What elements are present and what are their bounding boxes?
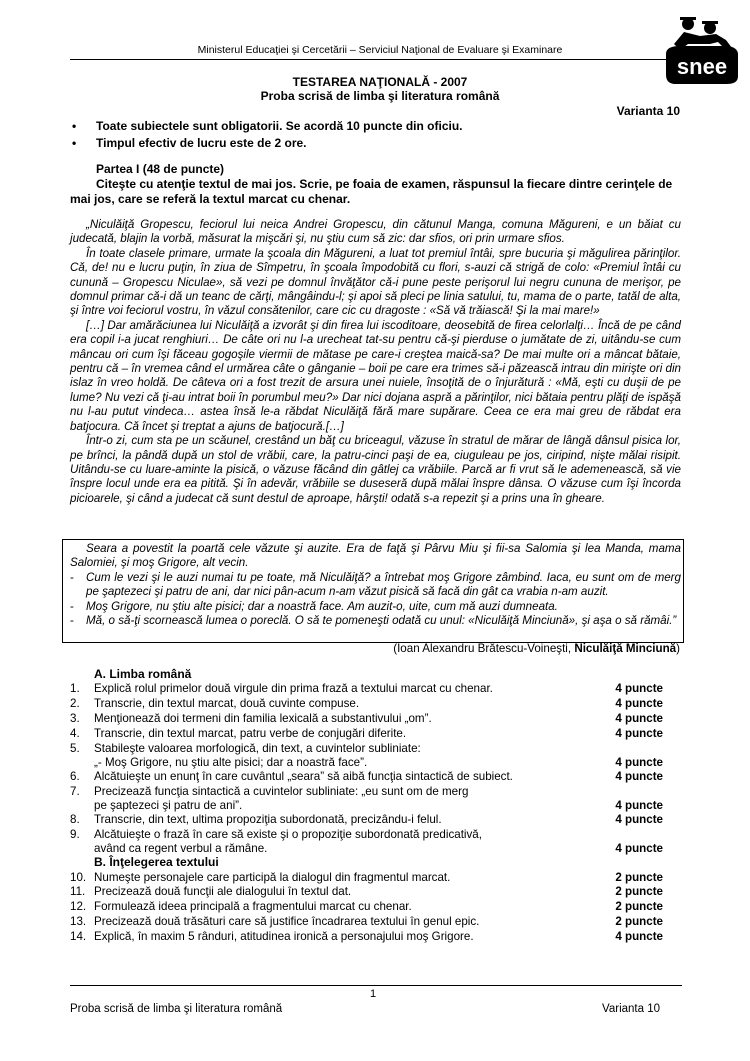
exam-title: TESTAREA NAŢIONALĂ - 2007 — [292, 75, 468, 89]
question-text: Explică, în maxim 5 rânduri, atitudinea ironică a personajului moş Grigore. — [94, 930, 474, 943]
footer-divider — [70, 985, 682, 986]
question-points: 4 puncte — [615, 799, 663, 812]
section-b-heading: B. Înţelegerea textului — [94, 855, 219, 869]
question-text: Transcrie, din textul marcat, două cuvinte compuse. — [94, 697, 360, 710]
dialogue-line: - Mă, o să-ţi scornească lumea o poreclă. O să te pomeneşti odată cu unul: «Niculăiţă Minciună», şi aşa o să rămâi.” — [70, 614, 681, 628]
question-points: 2 puncte — [615, 900, 663, 913]
question-text: Transcrie, din text, ultima propoziţia subordonată, precizându-i felul. — [94, 813, 442, 826]
question-points: 2 puncte — [615, 885, 663, 898]
question-points: 2 puncte — [615, 915, 663, 928]
part-header — [70, 162, 690, 207]
text-paragraph: […] Dar amărăciunea lui Niculăiţă a izvorât şi din firea lui iscoditoare, deosebită de firea celorlalţi… Încă de pe când era copil i-a jucat renghiuri… De câte ori nu l-a urecheat tat-su pentru că-şi pierduse o jumătate de zi, uitându-se cum mâncau ori cum îşi făceau gogoşile viermii de mătase pe care-i creştea maică-sa? De mai multe ori a mâncat bătaie, pentru că – în vremea când el urmărea câte o gânganie – boii pe care era trimes să-i păzească intrau din mirişte ori din islaz în vreo holdă. De câteva ori a fost trezit de arsura unei nuiele, însoţită de o înjurătură : «Mă, eşti cu duşii de pe lume? Nu vezi că ţi-au intrat boii în porumbul meu?» Dar nici dojana aspră a părinţilor, nici bătaia pentru plăţi de ispăşă nu l-au putut vindeca… astea însă le-a răbdat Niculăiţă fără mare supărare. Ceea ce era mai greu de răbdat era batjocura. Că încet şi treptat a ajuns de batjocură.[…] — [70, 318, 681, 433]
question-text: Precizează funcţia sintactică a cuvintelor subliniate: „eu sunt om de merg — [94, 785, 469, 798]
dialogue-line: - Moş Grigore, nu ştiu alte pisici; dar a noastră face. Am auzit-o, uite, cum mă auzi dumneata. — [70, 600, 681, 614]
exam-subtitle: Proba scrisă de limba şi literatura română — [260, 89, 500, 103]
question-text-line2: având ca regent verbul a rămâne. — [94, 842, 268, 855]
question-points: 4 puncte — [615, 813, 663, 826]
part-heading: Partea I (48 de puncte) — [96, 162, 225, 176]
text-paragraph: În toate clasele primare, urmate la şcoala din Măgureni, a luat tot premiul întâi, spre bucuria şi măgulirea părinţilor. Că, de! nu e lucru puţin, în ziua de Sîmpetru, în şcoala împodobită cu flori, s-auzi că strigă de colo: «Premiul întâi cu cunună – Gropescu Niculae», să vezi pe domnul învăţător că-i pune peste perişorul lui negru cununa de merişor, pe domnul primar că-i dă un teanc de cărţi, mângâindu-l; şi apoi să pleci pe linia satului, tu, mama de o parte, tatăl de alta, şi între voi feciorul vostru, în văzul consătenilor, care cic cu dragoste : «Să vă trăiască! Şi la mai mare!» — [70, 246, 681, 318]
source-work: Niculăiţă Minciună — [574, 642, 677, 655]
question-number: 2. — [70, 697, 80, 710]
header-divider — [70, 59, 690, 60]
question-text: Precizează două trăsături care să justifice încadrarea textului în genul epic. — [94, 915, 480, 928]
question-points: 4 puncte — [615, 842, 663, 855]
question-text: Formulează ideea principală a fragmentului marcat cu chenar. — [94, 900, 412, 913]
question-number: 6. — [70, 770, 80, 783]
section-a-heading: A. Limba română — [94, 667, 192, 681]
question-text: Menţionează doi termeni din familia lexicală a substantivului „om”. — [94, 712, 432, 725]
question-number: 5. — [70, 742, 80, 755]
question-number: 10. — [70, 871, 87, 884]
literary-text — [70, 218, 681, 506]
question-points: 4 puncte — [615, 712, 663, 725]
ministry-header: Ministerul Educaţiei şi Cercetării – Serviciul Naţional de Evaluare şi Examinare — [197, 44, 563, 56]
question-points: 4 puncte — [615, 770, 663, 783]
instruction-item: • Toate subiectele sunt obligatorii. Se acordă 10 puncte din oficiu. — [70, 118, 690, 135]
instructions-list — [70, 118, 690, 152]
question-number: 9. — [70, 828, 80, 841]
question-points: 4 puncte — [615, 697, 663, 710]
text-paragraph: „Niculăiţă Gropescu, feciorul lui neica Andrei Gropescu, din cătunul Manga, comuna Măgureni, e un băiat cu judecată, blajin la vorbă, măsurat la mişcări şi, nu ştiu cum să zic: dar sfios, ori prin urmare sfios. — [70, 218, 681, 246]
question-number: 14. — [70, 930, 87, 943]
question-number: 3. — [70, 712, 80, 725]
part-task: Citeşte cu atenţie textul de mai jos. Scrie, pe foaia de examen, răspunsul la fiecare dintre cerinţele de mai jos, care se referă la textul marcat cu chenar. — [70, 177, 673, 206]
footer-title: Proba scrisă de limba şi literatura română — [70, 1003, 283, 1015]
marked-text — [70, 542, 681, 628]
question-number: 12. — [70, 900, 87, 913]
question-number: 8. — [70, 813, 80, 826]
variant-label: Varianta 10 — [616, 104, 680, 118]
text-source — [393, 642, 680, 655]
question-number: 4. — [70, 727, 80, 740]
instruction-item: • Timpul efectiv de lucru este de 2 ore. — [70, 135, 690, 152]
question-points: 4 puncte — [615, 682, 663, 695]
footer-variant: Varianta 10 — [602, 1003, 660, 1015]
question-text: Precizează două funcţii ale dialogului în textul dat. — [94, 885, 352, 898]
question-number: 13. — [70, 915, 87, 928]
logo-text: snee — [676, 54, 728, 79]
source-close: ) — [676, 642, 680, 655]
page-number: 1 — [370, 988, 377, 1000]
question-points: 2 puncte — [615, 871, 663, 884]
question-text: Alcătuieşte o frază în care să existe şi o propoziţie subordonată predicativă, — [94, 828, 482, 841]
question-points: 4 puncte — [615, 727, 663, 740]
question-number: 7. — [70, 785, 80, 798]
question-points: 4 puncte — [615, 930, 663, 943]
text-paragraph: Într-o zi, cum sta pe un scăunel, crestând un băţ cu briceagul, văzuse în stratul de mărar de lângă dânsul pisica lor, pe brînci, la pândă după un stol de vrăbii, care, la patru-cinci paşi de ea, ciuguleau pe jos, ciripind, nişte mălai risipit. Uitându-se cu luare-aminte la pisică, o văzuse făcând din gâtlej ca vrăbiile. Parcă ar fi vrut să le ademenească, să vie înspre locul unde era ea pitită. Şi în adevăr, vrăbiile se duseseră după mălai înspre dânsa. O văzuse cum îşi încorda picioarele, şi când a judecat că sunt destul de aproape, hârşti! odată s-a repezit şi a prins una în gheare. — [70, 434, 681, 505]
source-author: (Ioan Alexandru Brătescu-Voineşti, — [393, 642, 575, 655]
question-text: Explică rolul primelor două virgule din prima frază a textului marcat cu chenar. — [94, 682, 493, 695]
question-text-line2: pe şaptezeci şi patru de ani”. — [94, 799, 243, 812]
question-points: 4 puncte — [615, 756, 663, 769]
question-text: Transcrie, din textul marcat, patru verbe de conjugări diferite. — [94, 727, 407, 740]
question-text-line2: „- Moş Grigore, nu ştiu alte pisici; dar a noastră face”. — [94, 756, 368, 769]
marked-intro: Seara a povestit la poartă cele văzute şi auzite. Era de faţă şi Pârvu Miu şi fii-sa Salomia şi lea Manda, mama Salomiei, şi moş Grigore, alt vecin. — [70, 542, 681, 570]
question-text: Alcătuieşte un enunţ în care cuvântul „seara” să aibă funcţia sintactică de subiect. — [94, 770, 513, 783]
question-text: Stabileşte valoarea morfologică, din text, a cuvintelor subliniate: — [94, 742, 421, 755]
question-number: 1. — [70, 682, 80, 695]
dialogue-line: - Cum le vezi şi le auzi numai tu pe toate, mă Niculăiţă? a întrebat moş Grigore zâmbind. Iaca, eu sunt om de merg pe şaptezeci şi patru de ani, dar nici pân-acum n-am văzut pisică să facă din gât ca vrabia n-am auzit. — [70, 571, 681, 600]
question-number: 11. — [70, 885, 86, 898]
question-text: Numeşte personajele care participă la dialogul din fragmentul marcat. — [94, 871, 451, 884]
